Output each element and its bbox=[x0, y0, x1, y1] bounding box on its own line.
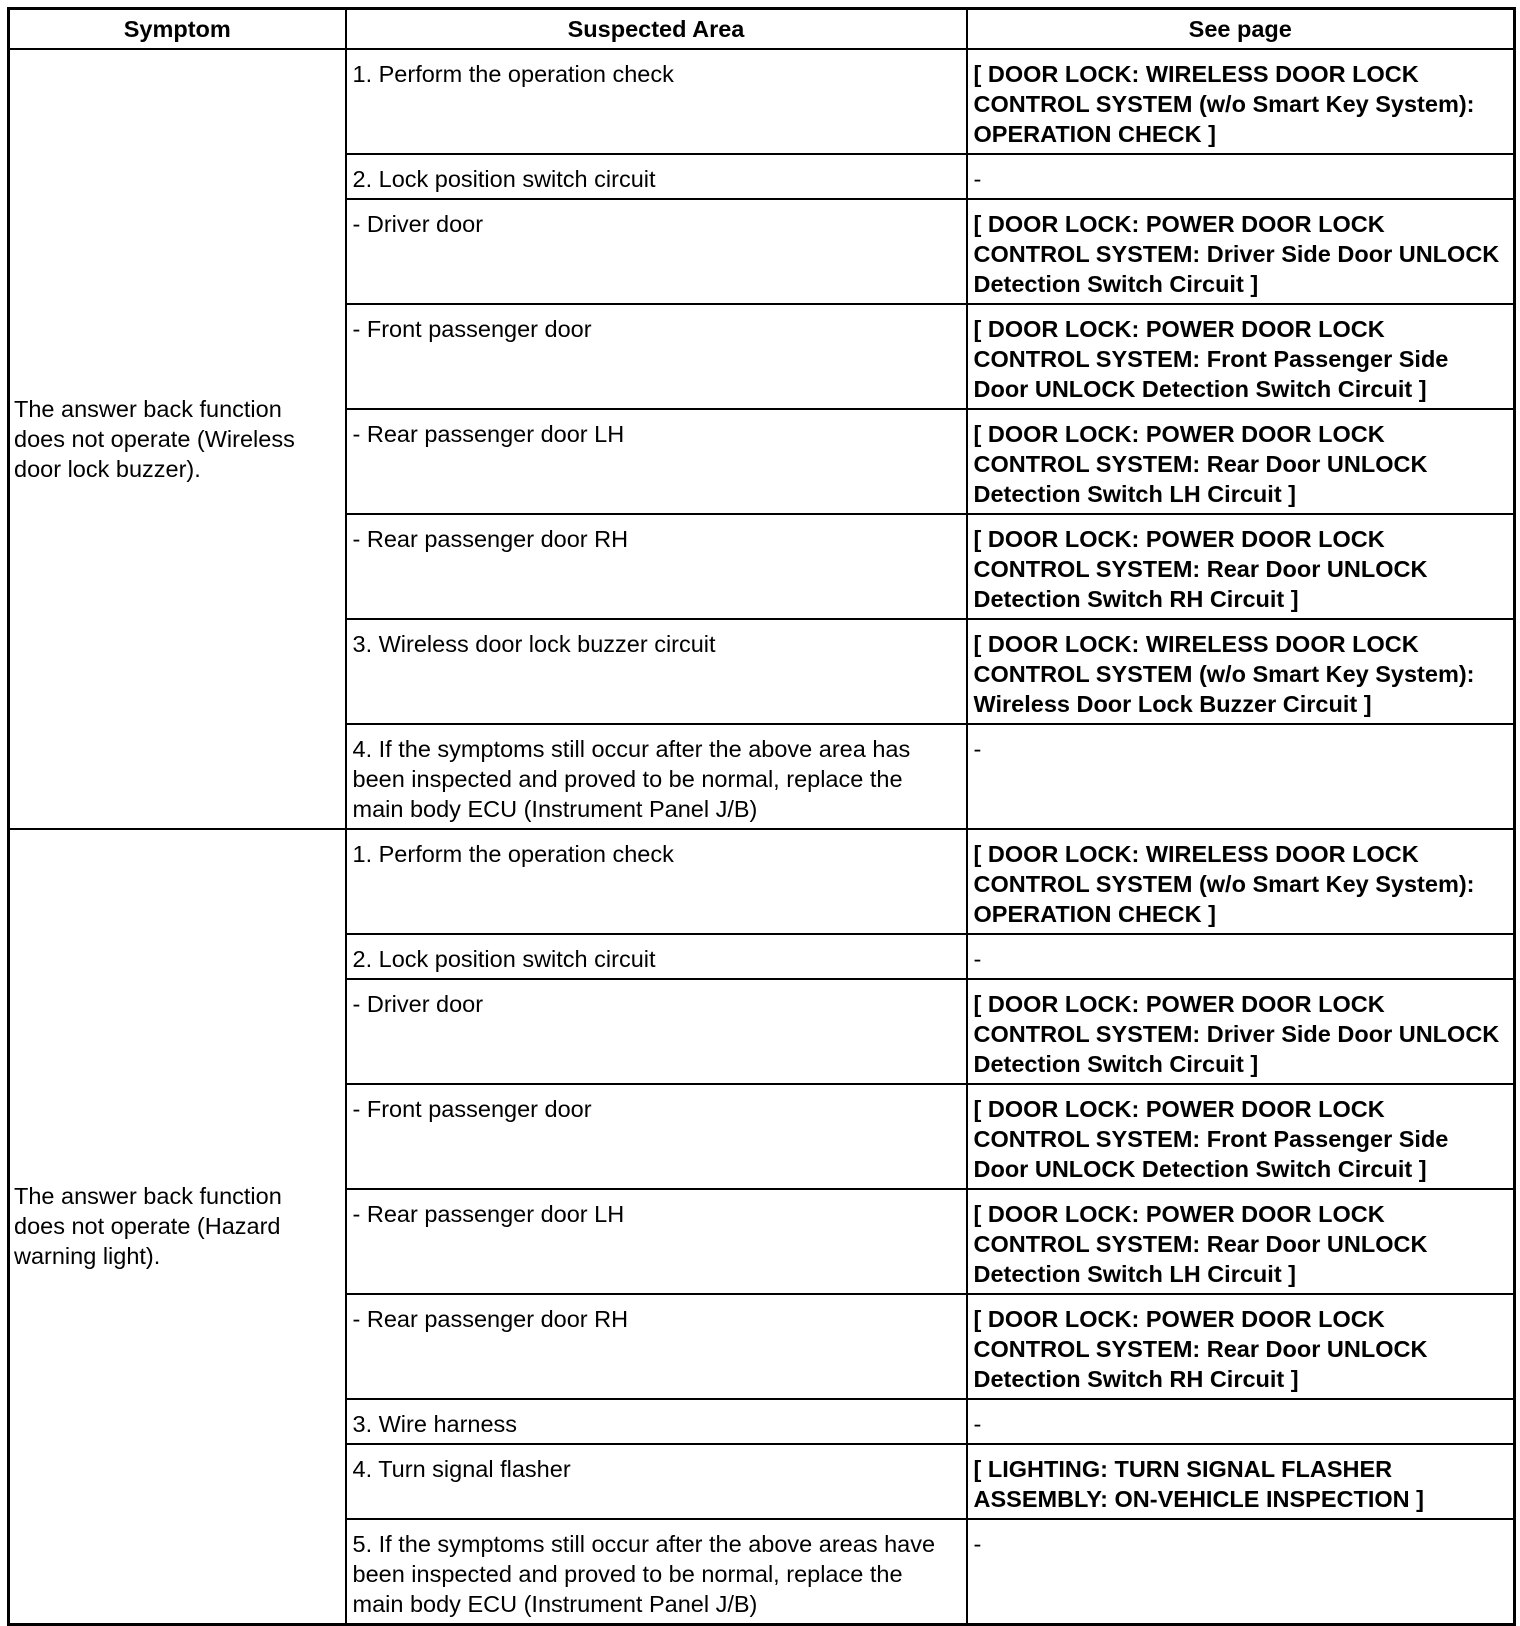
suspected-area-cell: - Driver door bbox=[346, 199, 967, 304]
suspected-area-cell: 3. Wireless door lock buzzer circuit bbox=[346, 619, 967, 724]
see-page-link[interactable]: [ DOOR LOCK: WIRELESS DOOR LOCK CONTROL SYSTEM (w/o Smart Key System): OPERATION CHECK ] bbox=[967, 49, 1515, 154]
suspected-area-cell: 1. Perform the operation check bbox=[346, 49, 967, 154]
see-page-link[interactable]: [ DOOR LOCK: POWER DOOR LOCK CONTROL SYSTEM: Rear Door UNLOCK Detection Switch RH Circuit ] bbox=[967, 514, 1515, 619]
suspected-area-cell: 1. Perform the operation check bbox=[346, 829, 967, 934]
see-page-link[interactable]: [ DOOR LOCK: POWER DOOR LOCK CONTROL SYSTEM: Front Passenger Side Door UNLOCK Detection Switch Circuit ] bbox=[967, 304, 1515, 409]
symptom-header: Symptom bbox=[9, 9, 346, 49]
see-page-link[interactable]: [ LIGHTING: TURN SIGNAL FLASHER ASSEMBLY: ON-VEHICLE INSPECTION ] bbox=[967, 1444, 1515, 1519]
header-row bbox=[9, 9, 1515, 49]
see-page-cell: - bbox=[967, 1519, 1515, 1625]
see-page-link[interactable]: [ DOOR LOCK: WIRELESS DOOR LOCK CONTROL SYSTEM (w/o Smart Key System): OPERATION CHECK ] bbox=[967, 829, 1515, 934]
see-page-cell: - bbox=[967, 934, 1515, 979]
see-page-cell: - bbox=[967, 1399, 1515, 1444]
suspected-area-cell: - Driver door bbox=[346, 979, 967, 1084]
symptom-cell: The answer back function does not operate (Wireless door lock buzzer). bbox=[9, 49, 346, 829]
see-page-link[interactable]: [ DOOR LOCK: POWER DOOR LOCK CONTROL SYSTEM: Rear Door UNLOCK Detection Switch LH Circuit ] bbox=[967, 409, 1515, 514]
see-page-link[interactable]: [ DOOR LOCK: POWER DOOR LOCK CONTROL SYSTEM: Driver Side Door UNLOCK Detection Switch Circuit ] bbox=[967, 199, 1515, 304]
see-page-link[interactable]: [ DOOR LOCK: POWER DOOR LOCK CONTROL SYSTEM: Front Passenger Side Door UNLOCK Detection Switch Circuit ] bbox=[967, 1084, 1515, 1189]
table-row bbox=[9, 49, 1515, 154]
suspected-area-cell: 2. Lock position switch circuit bbox=[346, 934, 967, 979]
suspected-area-cell: 2. Lock position switch circuit bbox=[346, 154, 967, 199]
see-page-link[interactable]: [ DOOR LOCK: POWER DOOR LOCK CONTROL SYSTEM: Rear Door UNLOCK Detection Switch RH Circuit ] bbox=[967, 1294, 1515, 1399]
see-page-cell: - bbox=[967, 154, 1515, 199]
see-page-link[interactable]: [ DOOR LOCK: POWER DOOR LOCK CONTROL SYSTEM: Driver Side Door UNLOCK Detection Switch Circuit ] bbox=[967, 979, 1515, 1084]
see-page-link[interactable]: [ DOOR LOCK: POWER DOOR LOCK CONTROL SYSTEM: Rear Door UNLOCK Detection Switch LH Circuit ] bbox=[967, 1189, 1515, 1294]
suspected-area-cell: 4. If the symptoms still occur after the above area has been inspected and proved to be normal, replace the main body ECU (Instrument Panel J/B) bbox=[346, 724, 967, 829]
suspected-area-cell: - Rear passenger door LH bbox=[346, 409, 967, 514]
suspected-area-cell: 3. Wire harness bbox=[346, 1399, 967, 1444]
table-row bbox=[9, 829, 1515, 934]
suspected-area-cell: - Rear passenger door LH bbox=[346, 1189, 967, 1294]
see-page-link[interactable]: [ DOOR LOCK: WIRELESS DOOR LOCK CONTROL SYSTEM (w/o Smart Key System): Wireless Door Lock Buzzer Circuit ] bbox=[967, 619, 1515, 724]
symptom-cell: The answer back function does not operate (Hazard warning light). bbox=[9, 829, 346, 1625]
suspected-area-cell: - Front passenger door bbox=[346, 304, 967, 409]
suspected-area-cell: - Rear passenger door RH bbox=[346, 514, 967, 619]
suspected-area-cell: 4. Turn signal flasher bbox=[346, 1444, 967, 1519]
suspected-area-cell: - Front passenger door bbox=[346, 1084, 967, 1189]
troubleshooting-table bbox=[7, 7, 1516, 1626]
see-page-cell: - bbox=[967, 724, 1515, 829]
see-page-header: See page bbox=[967, 9, 1515, 49]
suspected-area-header: Suspected Area bbox=[346, 9, 967, 49]
suspected-area-cell: 5. If the symptoms still occur after the above areas have been inspected and proved to be normal, replace the main body ECU (Instrument Panel J/B) bbox=[346, 1519, 967, 1625]
suspected-area-cell: - Rear passenger door RH bbox=[346, 1294, 967, 1399]
